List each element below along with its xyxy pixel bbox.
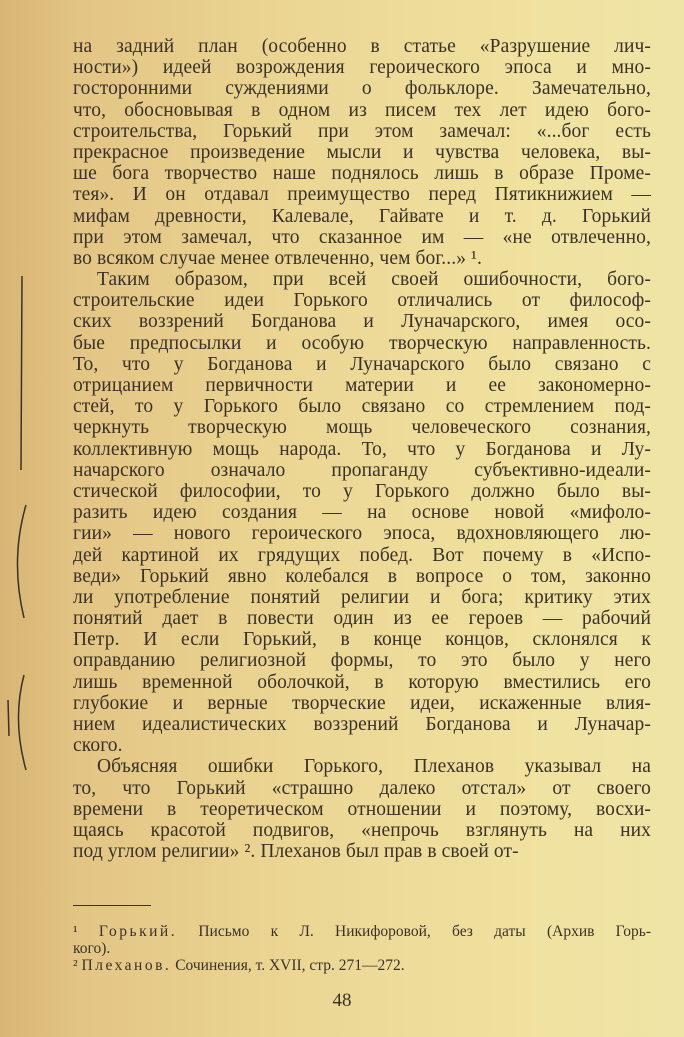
text-line: стей, то у Горького было связано со стремлением под- (73, 396, 651, 418)
footnote-mark: ¹ (73, 923, 78, 940)
text-line: нием идеалистических воззрений Богданова и Луначар- (73, 714, 651, 735)
text-line: под углом религии» ². Плеханов был прав в своей от- (73, 841, 519, 863)
text-line: ли употребление понятий религии и бога; критику этих (73, 586, 651, 608)
footnote-2 (73, 957, 651, 974)
text-line: ского. (73, 735, 123, 757)
footnote-author: Горький. (98, 923, 178, 940)
text-line: на задний план (особенно в статье «Разрушение лич- (73, 36, 651, 57)
footnote-separator (73, 905, 151, 906)
footnote-text: Письмо к Л. Никифоровой, без даты (Архив Горь- (198, 923, 652, 940)
text-line: понятий дает в повести один из ее героев — рабочий (73, 608, 651, 630)
footnote-mark: ² (73, 957, 78, 974)
margin-bracket-3 (18, 675, 26, 770)
paragraph (73, 269, 651, 756)
footnote-text: Сочинения, т. XVII, стр. 271—272. (175, 957, 405, 974)
margin-line-1 (21, 276, 22, 470)
text-line: веди» Горький явно колебался в вопросе о том, законно (73, 565, 651, 587)
text-line: Таким образом, при всей своей ошибочности, бого- (97, 269, 651, 291)
footnote-1 (73, 923, 651, 940)
text-line: бые предпосылки и особую творческую направленность. (73, 332, 651, 354)
text-line: лишь временной оболочкой, в которую вместились его (73, 671, 651, 693)
text-line: Объясняя ошибки Горького, Плеханов указывал на (97, 756, 651, 778)
body-text (73, 36, 651, 862)
text-line: оправданию религиозной формы, то это было у него (73, 650, 651, 672)
text-line: строительские идеи Горького отличались от философ- (73, 290, 651, 312)
text-line: прекрасное произведение мысли и чувства человека, вы- (73, 141, 651, 163)
margin-bracket-2 (17, 505, 26, 618)
text-line: во всяком случае менее отвлеченно, чем бог...» ¹. (73, 247, 482, 269)
text-line: гии» — нового героического эпоса, вдохновляющего лю- (73, 523, 651, 545)
text-line: ше бога творчество наше поднялось лишь в образе Проме- (73, 163, 651, 185)
text-line: при этом замечал, что сказанное им — «не отвлеченно, (73, 226, 651, 248)
text-line: тея». И он отдавал преимущество перед Пятикнижием — (73, 184, 651, 206)
footnote-1-cont: кого). (73, 940, 111, 957)
text-line: разить идею создания — на основе новой «мифоло- (73, 502, 651, 524)
footnotes (73, 923, 651, 974)
paragraph (73, 36, 651, 269)
text-line: отрицанием первичности материи и ее закономерно- (73, 375, 651, 396)
text-line: глубокие и верные творческие идеи, искаженные влия- (73, 692, 651, 714)
paragraph (73, 756, 651, 862)
text-line: черкнуть творческую мощь человеческого сознания, (73, 417, 651, 439)
text-line: мифам древности, Калевале, Гайвате и т. д. Горький (73, 205, 651, 227)
text-line: госторонними суждениями о фольклоре. Замечательно, (73, 78, 651, 100)
text-line: Петр. И если Горький, в конце концов, склонялся к (73, 629, 651, 651)
text-line: дей картиной их грядущих побед. Вот почему в «Испо- (73, 544, 651, 566)
text-line: то, что Горький «страшно далеко отстал» от своего (73, 777, 651, 799)
page-number: 48 (332, 990, 352, 1011)
text-line: ских воззрений Богданова и Луначарского, имея осо- (73, 311, 651, 333)
text-line: времени в теоретическом отношении и поэтому, восхи- (73, 798, 651, 820)
text-line: что, обосновывая в одном из писем тех лет идею бого- (73, 99, 651, 121)
text-line: начарского означало пропаганду субъективно-идеали- (73, 459, 651, 481)
footnote-author: Плеханов. (81, 957, 172, 974)
margin-line-4 (8, 700, 9, 736)
text-line: То, что у Богданова и Луначарского было связано с (73, 353, 651, 375)
text-line: ности») идеей возрождения героического эпоса и мно- (73, 57, 651, 79)
text-line: строительства, Горький при этом замечал: «...бог есть (73, 120, 651, 142)
text-line: стической философии, то у Горького должно было вы- (73, 480, 651, 502)
text-line: коллективную мощь народа. То, что у Богданова и Лу- (73, 438, 651, 460)
text-line: щаясь красотой подвигов, «непрочь взглянуть на них (73, 819, 651, 841)
